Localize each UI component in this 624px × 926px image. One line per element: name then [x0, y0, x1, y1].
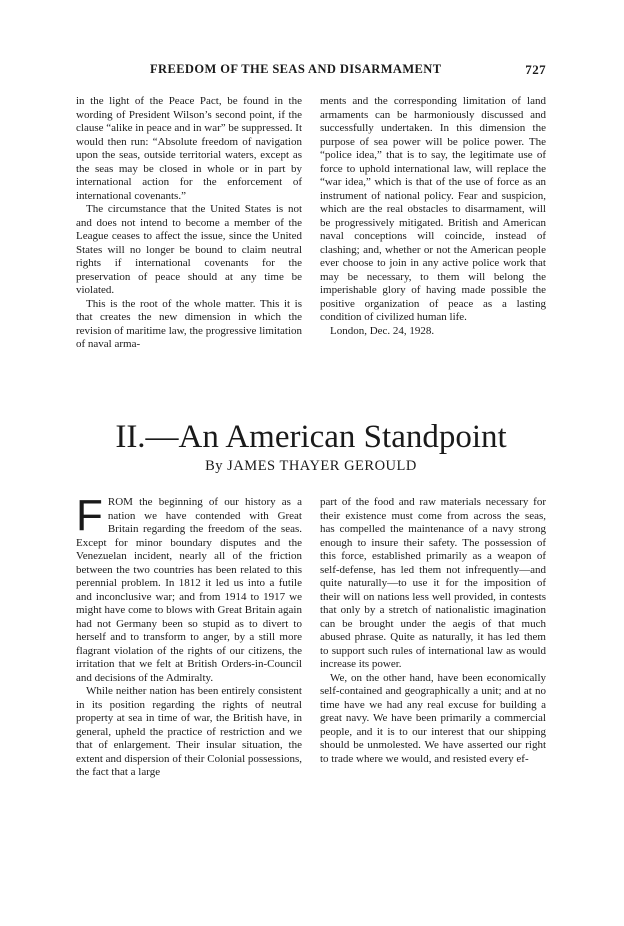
paragraph: ments and the corresponding limitation of land armaments can be harmoniously discussed and successfully undertaken. In this dimension the purpose of sea power will be police power. The “police idea,” that is to say, the legitimate use of force to uphold international law, will replace the “war idea,” which is that of the use of force as an instrument of national policy. Fear and suspicion, which are the real obstacles to disarmament, will be progressively mitigated. British and American naval conceptions will coincide, instead of clashing; and, whether or not the American people ever choose to join in any active police work that may be necessary, to them will belong the imperishable glory of having made possible the positive organization of peace as a lasting condition of civilized human life.: [320, 95, 546, 323]
first-word-rest: ROM: [107, 496, 133, 508]
paragraph: This is the root of the whole matter. This it is that creates the new dimension in which the revision of maritime law, the progressive limitation of naval arma-: [76, 297, 302, 350]
top-column-left: [76, 95, 302, 352]
dateline: London, Dec. 24, 1928.: [330, 324, 435, 337]
paragraph: We, on the other hand, have been economically self-contained and geographically a unit; and at no time have we had any real excuse for building a great navy. We have been primarily a commercial people, and it is to our interest that our shipping should be unmolested. We have asserted our right to trade where we would, and resisted every ef-: [320, 671, 546, 765]
drop-cap: F: [76, 491, 103, 540]
author-byline: By JAMES THAYER GEROULD: [205, 458, 417, 474]
opening-paragraph: [76, 491, 302, 685]
bottom-column-left: [76, 491, 302, 780]
paragraph: While neither nation has been entirely consistent in its position regarding the rights of neutral property at sea in time of war, the British have, in general, upheld the practice of restriction and we that of enlargement. Their insular situation, the extent and dispersion of their Colonial possessions, the fact that a large: [76, 685, 302, 778]
section-title: II.—An American Standpoint: [115, 419, 507, 455]
running-header: [76, 62, 546, 82]
paragraph: The circumstance that the United States is not and does not intend to become a member of the League ceases to affect the issue, since the United States will no longer be bound to claim neutral rights if international covenants for the preservation of peace should at any time be violated.: [76, 203, 302, 296]
paragraph-text: the beginning of our history as a nation we have contended with Great Britain regarding the freedom of the seas. Except for minor boundary disputes and the Venezuelan incident, nearly all of the friction between the two countries has been related to this perennial problem. In 1812 it led us into a futile and inconclusive war; and from 1914 to 1917 we might have come to blows with Great Britain again had not Germany been so stupid as to divert to herself and to transform to anger, by a still more flagrant violation of the rights of our citizens, the irritation that we felt at British Orders-in-Council and decisions of the Admiralty.: [76, 496, 302, 684]
running-title: FREEDOM OF THE SEAS AND DISARMAMENT: [150, 62, 442, 76]
top-column-right: [320, 95, 546, 338]
bottom-column-right: [320, 496, 546, 766]
paragraph: in the light of the Peace Pact, be found in the wording of President Wilson’s second point, if the clause “alike in peace and in war” be suppressed. It would then run: “Absolute freedom of navigation upon the seas, outside territorial waters, except as the seas may be closed in whole or in part by international action for the enforcement of international covenants.”: [76, 95, 303, 202]
page-number: 727: [525, 62, 546, 77]
paragraph: part of the food and raw materials necessary for their existence must come from across the seas, has compelled the maintenance of a navy strong enough to insure their safety. The possession of this force, established primarily as a weapon of self-defense, has led them not infrequently—and quite naturally—to use it for the imposition of their will on nations less well provided, in contests that only by a stretch of nationalistic imagination can be brought under the aegis of that much abused phrase. Quite as naturally, it has led them to support such rules of international law as would increase its power.: [320, 496, 546, 670]
